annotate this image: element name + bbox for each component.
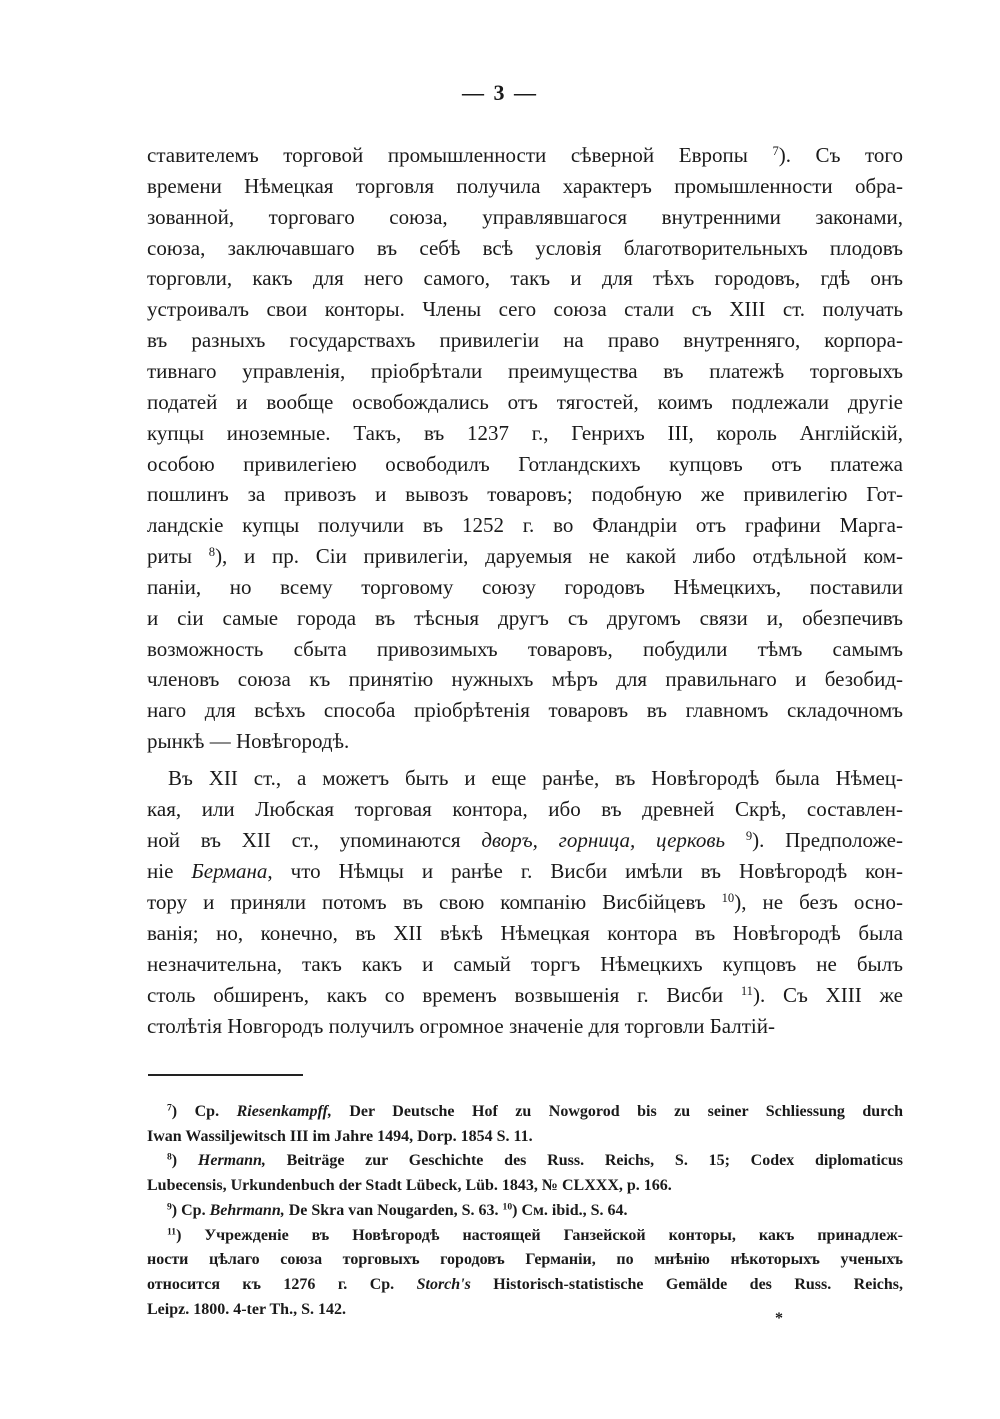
text-segment: , что Нѣмцы и ранѣе г. Висби имѣли въ Новѣгородѣ кон-: [267, 859, 903, 883]
footnote-ref: 10: [721, 891, 735, 906]
text-segment: ванія; но, конечно, въ XII вѣкѣ Нѣмецкая контора въ Новѣгородѣ была: [147, 921, 903, 945]
text-line: [168, 763, 903, 793]
footnote-ref: 11: [740, 984, 753, 999]
footnote-line: [167, 1100, 903, 1124]
text-segment: [725, 828, 746, 852]
text-line: [147, 449, 903, 479]
text-segment: Въ XII ст., а можетъ быть и еще ранѣе, въ Новѣгородѣ была Нѣмец-: [168, 766, 903, 790]
text-line: [147, 479, 903, 509]
text-segment: Lubecensis, Urkundenbuch der Stadt Lübeck, Lüb. 1843, № CLXXX, p. 166.: [147, 1177, 672, 1194]
text-segment: ставителемъ торговой промышленности сѣверной Европы: [147, 143, 773, 167]
text-segment: устроивалъ свои конторы. Члены сего союза стали съ XIII ст. получать: [147, 297, 903, 321]
italic-text: дворъ, горница, церковь: [481, 828, 726, 852]
text-line: [147, 794, 903, 824]
footnote-separator: [148, 1074, 303, 1076]
text-segment: ) Ср.: [171, 1202, 210, 1219]
text-segment: столѣтія Новгородъ получилъ огромное значеніе для торговли Балтій-: [147, 1014, 776, 1038]
text-segment: членовъ союза къ принятію нужныхъ мѣръ для правильнаго и безобид-: [147, 667, 903, 691]
text-segment: податей и вообще освобождались отъ тягостей, коимъ подлежали другіе: [147, 390, 903, 414]
text-segment: ). Предположе-: [752, 828, 903, 852]
footnote-line: [147, 1125, 903, 1149]
text-segment: ніе: [147, 859, 192, 883]
text-segment: особою привилегіею освободилъ Готландскихъ купцовъ отъ платежа: [147, 452, 903, 476]
text-line: [147, 695, 903, 725]
text-segment: ). Съ того: [778, 143, 903, 167]
text-line: [147, 980, 903, 1010]
text-line: [147, 918, 903, 948]
text-line: [147, 856, 903, 886]
italic-text: Storch's: [416, 1276, 471, 1293]
footnote-ref: 7: [167, 1102, 172, 1114]
text-segment: и сіи самые города въ тѣсныя другъ съ другомъ связи и, обезпечивъ: [147, 606, 903, 630]
text-segment: Historisch-statistische Gemälde des Russ. Reichs,: [470, 1276, 903, 1293]
italic-text: Riesenkampff,: [236, 1103, 332, 1120]
text-line: [147, 634, 903, 664]
text-line: [147, 603, 903, 633]
text-line: [147, 356, 903, 386]
footnote-ref: 7: [772, 144, 779, 159]
text-segment: Leipz. 1800. 4-ter Th., S. 142.: [147, 1301, 346, 1318]
footnote-ref: 9: [745, 829, 753, 844]
text-segment: Der Deutsche Hof zu Nowgorod bis zu seiner Schliessung durch: [331, 1103, 903, 1120]
text-segment: пошлинъ за привозъ и вывозъ товаровъ; подобную же привилегію Гот-: [147, 482, 903, 506]
signature-mark: *: [775, 1310, 783, 1327]
text-segment: рынкѣ — Новѣгородѣ.: [147, 729, 350, 753]
text-line: [147, 726, 903, 756]
text-line: [147, 1011, 903, 1041]
text-segment: въ разныхъ государствахъ привилегіи на право внутренняго, корпора-: [147, 328, 903, 352]
text-line: [147, 171, 903, 201]
text-segment: Iwan Wassiljewitsch III im Jahre 1494, Dorp. 1854 S. 11.: [147, 1128, 533, 1145]
text-segment: ), не безъ осно-: [734, 890, 903, 914]
text-line: [147, 387, 903, 417]
text-segment: тору и приняли потомъ въ свою компанію Висбійцевъ: [147, 890, 722, 914]
text-segment: ): [171, 1152, 198, 1169]
text-line: [147, 140, 903, 170]
text-segment: ) Учрежденіе въ Новѣгородѣ настоящей Ганзейской конторы, какъ принадлеж-: [176, 1227, 903, 1244]
text-line: [147, 572, 903, 602]
text-line: [147, 294, 903, 324]
text-line: [147, 263, 903, 293]
text-segment: ), и пр. Сіи привилегіи, даруемыя не какой либо отдѣльной ком-: [215, 544, 903, 568]
text-segment: ) Ср.: [171, 1103, 237, 1120]
footnote-line: [147, 1298, 903, 1322]
text-segment: ности цѣлаго союза торговыхъ городовъ Германіи, по мнѣнію нѣкоторыхъ ученыхъ: [147, 1251, 903, 1268]
text-segment: паніи, но всему торговому союзу городовъ Нѣмецкихъ, поставили: [147, 575, 903, 599]
footnote-line: [147, 1248, 903, 1272]
text-segment: незначительна, такъ какъ и самый торгъ Нѣмецкихъ купцовъ не былъ: [147, 952, 903, 976]
text-line: [147, 325, 903, 355]
footnote-line: [147, 1273, 903, 1297]
text-line: [147, 664, 903, 694]
footnote-ref: 9: [167, 1201, 172, 1213]
footnote-ref: 8: [167, 1151, 172, 1163]
text-line: [147, 949, 903, 979]
footnote-line: [147, 1174, 903, 1198]
text-segment: возможность сбыта привозимыхъ товаровъ, побудили тѣмъ самымъ: [147, 637, 903, 661]
footnote-line: [167, 1224, 903, 1248]
text-segment: ной въ XII ст., упоминаются: [147, 828, 482, 852]
page-number: — 3 —: [462, 80, 538, 105]
footnote-ref: 8: [208, 545, 216, 560]
text-segment: времени Нѣмецкая торговля получила характеръ промышленности обра-: [147, 174, 903, 198]
text-line: [147, 541, 903, 571]
text-segment: зованной, торговаго союза, управлявшагося внутренними законами,: [147, 205, 903, 229]
footnote-ref: 11: [167, 1226, 177, 1238]
text-segment: риты: [147, 544, 209, 568]
text-segment: De Skra van Nougarden, S. 63.: [284, 1202, 503, 1219]
text-line: [147, 510, 903, 540]
text-segment: ). Съ XIII же: [752, 983, 903, 1007]
text-segment: столь обширенъ, какъ со временъ возвышенія г. Висби: [147, 983, 741, 1007]
text-segment: относится къ 1276 г. Ср.: [147, 1276, 417, 1293]
text-segment: наго для всѣхъ способа пріобрѣтенія товаровъ въ главномъ складочномъ: [147, 698, 903, 722]
text-line: [147, 233, 903, 263]
text-segment: ) См. ibid., S. 64.: [512, 1202, 628, 1219]
text-line: [147, 887, 903, 917]
text-segment: союза, заключавшаго въ себѣ всѣ условія благотворительныхъ плодовъ: [147, 236, 903, 260]
text-segment: кая, или Любская торговая контора, ибо въ древней Скрѣ, составлен-: [147, 797, 903, 821]
italic-text: Behrmann,: [209, 1202, 285, 1219]
text-segment: купцы иноземные. Такъ, въ 1237 г., Генрихъ III, король Англійскій,: [147, 421, 903, 445]
italic-text: Hermann,: [197, 1152, 266, 1169]
text-segment: тивнаго управленія, пріобрѣтали преимущества въ платежѣ торговыхъ: [147, 359, 903, 383]
text-line: [147, 418, 903, 448]
footnote-line: [167, 1149, 903, 1173]
text-line: [147, 202, 903, 232]
text-segment: торговли, какъ для него самого, такъ и для тѣхъ городовъ, гдѣ онъ: [147, 266, 903, 290]
text-segment: ландскіе купцы получили въ 1252 г. во Фландріи отъ графини Марга-: [147, 513, 903, 537]
footnote-line: [167, 1199, 903, 1223]
footnote-ref: 10: [502, 1201, 513, 1213]
text-line: [147, 825, 903, 855]
italic-text: Бермана: [191, 859, 268, 883]
text-segment: Beiträge zur Geschichte des Russ. Reichs, S. 15; Codex diplomaticus: [265, 1152, 904, 1169]
